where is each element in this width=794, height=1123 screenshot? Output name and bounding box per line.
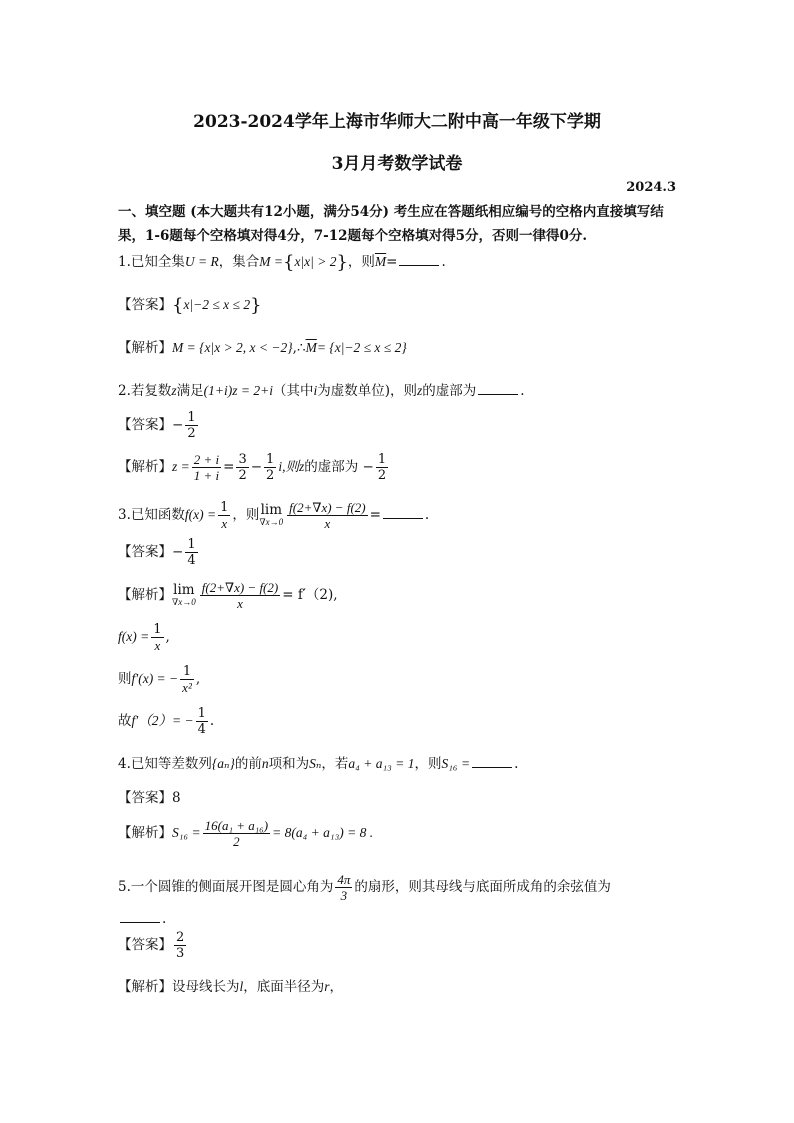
q4-text: 项和为 <box>268 756 310 772</box>
answer-blank[interactable] <box>383 506 423 519</box>
denominator: 2 <box>187 426 196 441</box>
q3-analysis-math: f′(x) = − <box>131 671 179 686</box>
q4-text: . <box>514 756 519 772</box>
denominator: 4 <box>187 553 196 568</box>
q1-analysis-math: $\overline{M}$ <box>305 340 317 355</box>
q5-text: 的扇形，则其母线与底面所成角的余弦值为 <box>354 879 611 895</box>
q1-text: ，则 <box>347 254 375 270</box>
fraction <box>218 500 230 531</box>
fraction <box>174 930 186 961</box>
q2-text: 2.若复数 <box>118 383 172 399</box>
denominator: 2 <box>266 468 275 483</box>
denominator: 3 <box>176 946 185 961</box>
q1-analysis-math: M = {x|x > 2, x < −2} <box>172 340 293 355</box>
q4-answer-value: 8 <box>172 790 181 806</box>
q2-analysis-math: z = <box>172 459 190 474</box>
numerator: 1 <box>180 664 194 680</box>
q3-analysis-line4 <box>118 706 214 737</box>
q3-answer <box>118 537 200 568</box>
page-subtitle: 3月月考数学试卷 <box>331 154 463 174</box>
q5-analysis <box>118 975 343 995</box>
q3-analysis-line1 <box>118 580 338 611</box>
fraction <box>192 452 221 483</box>
denominator: x <box>221 516 228 531</box>
q2-math: (1+i)z = 2+i <box>203 383 273 398</box>
q4-math: a₄ + a₁₃ = 1 <box>348 756 415 771</box>
q1-text: ，集合 <box>218 254 260 270</box>
q2-analysis-math: − <box>250 459 263 475</box>
q2-text: （其中 <box>272 383 314 399</box>
q2-math: z <box>171 383 177 398</box>
question-1 <box>118 250 446 273</box>
answer-blank[interactable] <box>120 910 160 923</box>
fraction <box>236 452 248 483</box>
right-brace: } <box>250 295 262 316</box>
question-5-continued <box>118 910 166 927</box>
limit-operator <box>172 581 196 608</box>
q3-analysis-math: f(x) = <box>118 629 150 644</box>
q5-answer <box>118 930 188 961</box>
numerator: 4π <box>337 872 351 887</box>
fraction <box>180 664 194 695</box>
q4-math: S₁₆ = <box>441 756 471 771</box>
answer-label: 【答案】 <box>118 417 172 433</box>
q4-text: ，则 <box>414 756 442 772</box>
q3-text: 3.已知函数 <box>118 507 185 523</box>
limit-subscript: ∇x→0 <box>172 596 196 607</box>
q2-answer-sign: − <box>172 417 184 433</box>
fraction <box>203 818 271 849</box>
q3-analysis-line2 <box>118 622 170 653</box>
q4-text: 的前 <box>234 756 262 772</box>
q4-analysis-math: = 8(a₄ + a₁₃) = 8 . <box>272 825 374 840</box>
section-heading: 一、填空题 (本大题共有12小题，满分54分) 考生应在答题纸相应编号的空格内直接填写结果，1-6题每个空格填对得4分，7-12题每个空格填对得5分，否则一律得0分. <box>118 204 664 244</box>
q5-text: 5.一个圆锥的侧面展开图是圆心角为 <box>118 879 334 895</box>
q5-analysis-text: ，底面半径为 <box>243 979 325 995</box>
answer-label: 【答案】 <box>118 544 172 560</box>
fraction <box>200 580 280 611</box>
q3-analysis-math: f′（2）= − <box>131 713 194 728</box>
q2-text: 为虚数单位)，则 <box>317 383 418 399</box>
numerator: 1 <box>153 622 162 637</box>
left-brace: { <box>282 252 295 273</box>
q1-analysis-text: ,∴ <box>292 340 306 356</box>
denominator: 2 <box>238 468 247 483</box>
q3-answer-sign: − <box>172 544 184 560</box>
analysis-label: 【解析】 <box>118 825 172 841</box>
left-brace: { <box>172 295 184 316</box>
q1-answer <box>118 293 262 316</box>
numerator: 16(a₁ + a₁₆) <box>204 818 269 833</box>
numerator: f(2+∇x) − f(2) <box>289 500 366 515</box>
q5-analysis-text: ， <box>329 979 344 995</box>
q5-text: . <box>162 911 167 927</box>
denominator: 4 <box>197 722 206 737</box>
q1-math: = <box>386 254 398 270</box>
fraction <box>185 410 197 441</box>
q1-complement: $\overline{M}$ <box>374 254 387 269</box>
q3-analysis-math: = f′（2), <box>282 587 338 603</box>
fraction <box>185 537 197 568</box>
answer-blank[interactable] <box>472 755 512 768</box>
q3-analysis-text: , <box>195 671 201 687</box>
numerator: 3 <box>238 452 247 467</box>
question-3 <box>118 500 429 531</box>
q5-analysis-text: 设母线长为 <box>172 979 240 995</box>
q3-text: ，则 <box>232 507 260 523</box>
q1-text: . <box>441 254 446 270</box>
q3-math: = <box>369 507 381 523</box>
answer-label: 【答案】 <box>118 297 172 313</box>
q2-math: z <box>417 383 423 398</box>
denominator: x² <box>182 680 192 695</box>
q1-math: M = <box>259 254 283 269</box>
fraction <box>376 452 388 483</box>
analysis-label: 【解析】 <box>118 587 172 603</box>
limit-subscript: ∇x→0 <box>259 516 284 527</box>
analysis-label: 【解析】 <box>118 979 172 995</box>
numerator: f(2+∇x) − f(2) <box>201 580 279 595</box>
q4-math: {aₙ} <box>211 756 235 771</box>
q2-math: i <box>313 383 318 398</box>
denominator: x <box>154 638 161 653</box>
q1-answer-value: x|−2 ≤ x ≤ 2 <box>183 297 251 312</box>
denominator: x <box>237 596 243 611</box>
q1-analysis-math: = {x|−2 ≤ x ≤ 2} <box>316 340 407 355</box>
limit-operator <box>259 501 284 528</box>
fraction <box>287 500 367 531</box>
exam-date: 2024.3 <box>626 180 676 195</box>
q4-text: 4.已知等差数列 <box>118 756 212 772</box>
q4-analysis-math: S₁₆ = <box>172 825 201 840</box>
q3-analysis-text: . <box>209 713 215 729</box>
q4-math: Sₙ <box>309 756 322 771</box>
q3-text: . <box>424 507 430 523</box>
q1-text: 1.已知全集 <box>118 254 185 270</box>
q2-analysis-text: 的虚部为 − <box>304 459 374 475</box>
q2-analysis-math: z <box>298 459 305 474</box>
fraction <box>264 452 276 483</box>
q4-analysis <box>118 818 373 849</box>
q2-text: . <box>520 383 525 399</box>
analysis-label: 【解析】 <box>118 340 172 356</box>
q3-analysis-text: 则 <box>118 671 132 687</box>
numerator: 2 <box>176 930 185 945</box>
q2-analysis-text: i,则 <box>278 459 299 474</box>
numerator: 2 + i <box>193 452 220 467</box>
denominator: 3 <box>340 888 348 903</box>
q3-analysis-text: 故 <box>118 713 132 729</box>
fraction <box>196 706 208 737</box>
denominator: x <box>324 516 331 531</box>
answer-blank[interactable] <box>478 382 518 395</box>
denominator: 2 <box>233 834 240 849</box>
numerator: 1 <box>377 452 387 467</box>
q1-math: x <box>294 254 301 269</box>
q2-answer <box>118 410 200 441</box>
q5-analysis-math: l <box>239 979 244 994</box>
answer-label: 【答案】 <box>118 790 172 806</box>
numerator: 1 <box>187 537 196 552</box>
q4-answer <box>118 786 181 806</box>
question-5 <box>118 872 611 903</box>
right-brace: } <box>336 252 348 273</box>
q2-analysis-math: = <box>223 459 235 475</box>
fraction <box>335 872 352 903</box>
q4-math: n <box>261 756 269 771</box>
q2-text: 满足 <box>176 383 204 399</box>
question-2 <box>118 379 525 399</box>
q3-analysis-text: , <box>165 629 170 645</box>
denominator: 1 + i <box>193 468 220 483</box>
q1-math: U = R <box>184 254 219 269</box>
numerator: 1 <box>266 452 275 467</box>
q1-math: |x| > 2 <box>300 254 337 269</box>
answer-blank[interactable] <box>399 253 439 266</box>
question-4 <box>118 752 518 772</box>
q1-analysis <box>118 336 407 356</box>
limit-label: lim <box>260 501 282 518</box>
numerator: 1 <box>187 410 196 425</box>
q2-text: 的虚部为 <box>422 383 477 399</box>
numerator: 1 <box>197 706 206 721</box>
q2-analysis <box>118 452 390 483</box>
numerator: 1 <box>220 500 229 515</box>
denominator: 2 <box>377 468 387 483</box>
q5-analysis-math: r <box>324 979 330 994</box>
analysis-label: 【解析】 <box>118 459 172 475</box>
q3-analysis-line3 <box>118 664 200 695</box>
q4-text: ，若 <box>321 756 349 772</box>
q3-math: f(x) = <box>184 507 217 522</box>
fraction <box>151 622 163 653</box>
limit-label: lim <box>173 581 195 598</box>
page-title: 2023-2024学年上海市华师大二附中高一年级下学期 <box>193 112 601 132</box>
answer-label: 【答案】 <box>118 937 172 953</box>
